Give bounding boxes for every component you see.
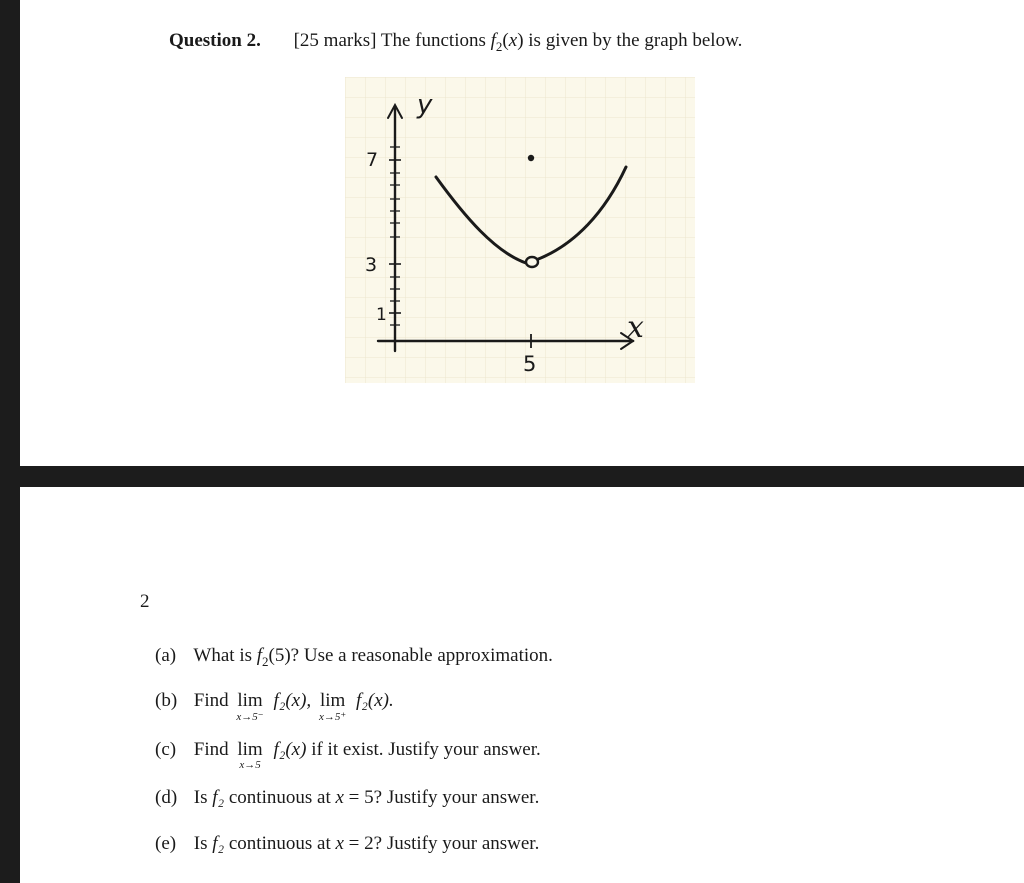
document-page-top	[20, 0, 1024, 466]
part-e: (e) Is f₂ continuous at x = 2? Justify your answer.	[155, 833, 540, 854]
y-tick-label-7: 7	[366, 149, 379, 171]
page-number: 2	[140, 591, 150, 612]
filled-point	[528, 155, 534, 161]
part-d: (d) Is f₂ continuous at x = 5? Justify your answer.	[155, 787, 540, 808]
limit-right: lim x→5⁺	[319, 690, 347, 723]
question-marks: [25 marks]	[293, 30, 377, 51]
x-tick-label-5: 5	[523, 352, 537, 376]
question-heading	[169, 30, 742, 55]
limit-two-sided: lim x→5	[237, 739, 263, 771]
question-label: Question 2.	[169, 30, 261, 51]
function-name: $f_2(x)$	[490, 30, 524, 54]
y-axis-label: y	[417, 90, 433, 120]
part-c: (c) Find lim x→5 f₂(x) if it exist. Justify your answer.	[155, 739, 541, 771]
y-tick-label-3: 3	[365, 254, 378, 276]
part-a: (a) What is $f_2(5)$? Use a reasonable approximation.	[155, 645, 553, 669]
part-b: (b) Find lim x→5⁻ f₂(x), lim x→5⁺ f₂(x).	[155, 690, 394, 723]
function-graph	[345, 77, 695, 383]
x-axis-label: x	[627, 310, 644, 345]
limit-left: lim x→5⁻	[236, 690, 264, 723]
y-tick-label-1: 1	[376, 305, 387, 325]
question-intro-end: is given by the graph below.	[528, 30, 743, 51]
question-intro: The functions	[380, 30, 486, 51]
document-page-bottom	[20, 487, 1024, 883]
open-circle-hole	[526, 257, 538, 267]
